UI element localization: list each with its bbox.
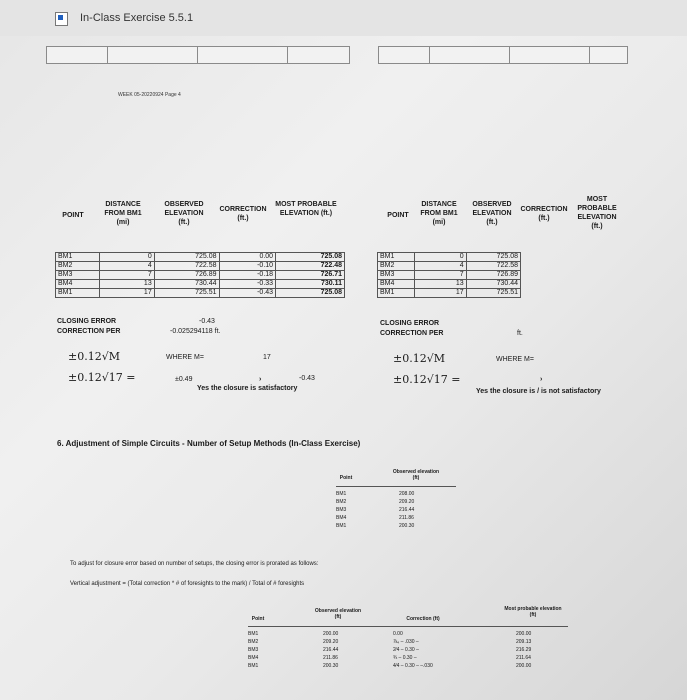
big-cell-mpe: 200.00 [516,663,532,669]
right-data-grid [377,252,521,298]
left-cell-dist: 13 [100,280,155,289]
left-data-grid [55,252,345,298]
right-cell-dist: 13 [415,280,466,289]
small-cell-point: BM3 [336,507,347,513]
big-cell-point: BM4 [248,655,259,661]
right-cell-obs: 730.44 [466,280,520,289]
small-cell-point: BM1 [336,491,347,497]
right-cell-dist: 7 [415,271,466,280]
left-cell-corr: -0.18 [219,271,276,280]
right-correction-per-label: CORRECTION PER [380,330,444,337]
right-table-row [378,280,521,289]
left-cell-point: BM1 [56,289,100,298]
big-cell-correction: 4⁄4 – 0.30 – –.030 [393,663,433,669]
right-cell-obs: 725.51 [466,289,520,298]
right-cell-obs: 726.89 [466,271,520,280]
right-h-correction: CORRECTION (ft.) [520,206,568,222]
big-cell-observed: 209.20 [323,639,339,645]
left-table-row [56,289,345,298]
left-h-mpe: MOST PROBABLE ELEVATION (ft.) [275,201,337,217]
right-cell-obs: 722.58 [466,262,520,271]
left-cell-dist: 17 [100,289,155,298]
big-table-row [248,663,578,671]
big-cell-point: BM1 [248,631,259,637]
left-formula-value: ±0.49 [175,376,193,383]
right-closing-error-label: CLOSING ERROR [380,320,440,327]
left-cell-obs: 725.08 [154,253,219,262]
left-cell-obs: 722.58 [154,262,219,271]
left-where-value: 17 [263,354,271,361]
left-cell-corr: 0.00 [219,253,276,262]
small-table-row [336,523,456,531]
right-formula-1: ±0.12√M [393,352,445,365]
right-h-distance: DISTANCE FROM BM1 (mi) [420,201,458,226]
document-icon [55,12,68,26]
right-formula-2: ±0.12√17 = [393,373,461,386]
left-table-row [56,253,345,262]
left-cell-point: BM4 [56,280,100,289]
small-cell-observed: 208.00 [399,491,415,497]
left-cell-mpe: 730.11 [276,280,345,289]
left-formula-2: ±0.12√17 = [68,371,136,384]
right-unit: ft. [517,330,523,337]
big-cell-correction: ¾ – 0.30 – [393,655,417,661]
big-cell-mpe: 200.00 [516,631,532,637]
left-cell-corr: -0.43 [219,289,276,298]
small-table-row [336,515,456,523]
section6-note1: To adjust for closure error based on number of setups, the closing error is prorated as follows: [70,561,319,567]
section6-title: 6. Adjustment of Simple Circuits - Number of Setup Methods (In-Class Exercise) [57,439,361,448]
left-table-row [56,280,345,289]
right-cell-obs: 725.08 [466,253,520,262]
big-cell-observed: 216.44 [323,647,339,653]
big-table-row [248,655,578,663]
left-cell-corr: -0.33 [219,280,276,289]
left-cell-corr: -0.10 [219,262,276,271]
right-cell-point: BM3 [378,271,415,280]
right-where-label: WHERE M= [496,356,534,363]
big-cell-mpe: 216.29 [516,647,532,653]
left-table-row [56,271,345,280]
left-cell-point: BM2 [56,262,100,271]
small-table-row [336,499,456,507]
left-arrow: › [259,376,262,383]
left-where-label: WHERE M= [166,354,204,361]
big-h-point: Point [251,616,265,622]
right-h-point: POINT [387,212,409,219]
small-h-observed: Observed elevation (ft) [392,469,440,481]
big-cell-point: BM1 [248,663,259,669]
left-cell-point: BM1 [56,253,100,262]
left-correction-per-label: CORRECTION PER [57,328,121,335]
small-cell-point: BM4 [336,515,347,521]
ruler-band-left [46,46,350,64]
big-cell-observed: 211.86 [323,655,338,661]
big-cell-observed: 200.30 [323,663,339,669]
right-cell-point: BM1 [378,289,415,298]
left-result: Yes the closure is satisfactory [197,385,298,392]
small-cell-point: BM2 [336,499,347,505]
right-cell-dist: 17 [415,289,466,298]
left-formula-1: ±0.12√M [68,350,120,363]
small-table-row [336,491,456,499]
left-cell-dist: 7 [100,271,155,280]
big-cell-correction: 2⁄4 – 0.30 – [393,647,419,653]
ruler-band-right [378,46,628,64]
left-correction-per-value: -0.025294118 ft. [170,328,221,335]
left-cell-mpe: 726.71 [276,271,345,280]
small-h-point: Point [339,475,353,481]
left-h-distance: DISTANCE FROM BM1 (mi) [104,201,142,226]
left-cell-mpe: 722.48 [276,262,345,271]
right-cell-dist: 4 [415,262,466,271]
small-cell-observed: 200.30 [399,523,415,529]
left-h-correction: CORRECTION (ft.) [219,206,267,222]
right-cell-point: BM1 [378,253,415,262]
left-cell-point: BM3 [56,271,100,280]
big-cell-observed: 200.00 [323,631,339,637]
small-cell-observed: 209.20 [399,499,415,505]
right-cell-point: BM4 [378,280,415,289]
small-cell-observed: 216.44 [399,507,415,513]
small-table-row [336,507,456,515]
big-h-mpe: Most probable elevation (ft) [504,606,562,618]
big-table-row [248,639,578,647]
right-table-row [378,262,521,271]
right-table-row [378,253,521,262]
right-cell-dist: 0 [415,253,466,262]
right-table-row [378,289,521,298]
left-cell-obs: 726.89 [154,271,219,280]
right-table-row [378,271,521,280]
big-table-row [248,631,578,639]
big-cell-point: BM2 [248,639,259,645]
right-arrow: › [540,376,543,383]
big-cell-mpe: 211.64 [516,655,531,661]
left-cell-obs: 725.51 [154,289,219,298]
left-table-row [56,262,345,271]
left-cell-obs: 730.44 [154,280,219,289]
left-h-observed: OBSERVED ELEVATION (ft.) [164,201,204,226]
big-cell-correction: 0.00 [393,631,403,637]
right-h-mpe: MOST PROBABLE ELEVATION (ft.) [577,196,617,230]
left-cell-mpe: 725.08 [276,289,345,298]
big-cell-mpe: 209.13 [516,639,532,645]
big-cell-correction: ⅞₄ – .030 – [393,639,419,645]
big-h-correction: Correction (ft) [406,616,440,622]
small-cell-observed: 211.86 [399,515,414,521]
window-title: In-Class Exercise 5.5.1 [80,12,194,24]
left-closing-error-label: CLOSING ERROR [57,318,117,325]
title-bar [0,0,687,36]
left-cell-dist: 4 [100,262,155,271]
right-h-observed: OBSERVED ELEVATION (ft.) [472,201,512,226]
big-h-observed: Observed elevation (ft) [314,608,362,620]
left-ce-again: -0.43 [299,375,315,382]
left-closing-error-value: -0.43 [199,318,215,325]
big-cell-point: BM3 [248,647,259,653]
section6-note2: Vertical adjustment = (Total correction * # of foresights to the mark) / Total of # foresights [70,581,305,587]
left-h-point: POINT [62,212,84,219]
right-result: Yes the closure is / is not satisfactory [476,388,601,395]
left-cell-mpe: 725.08 [276,253,345,262]
page-header: WEEK 05-20220924 Page 4 [118,92,181,98]
big-table-row [248,647,578,655]
small-cell-point: BM1 [336,523,347,529]
left-cell-dist: 0 [100,253,155,262]
right-cell-point: BM2 [378,262,415,271]
